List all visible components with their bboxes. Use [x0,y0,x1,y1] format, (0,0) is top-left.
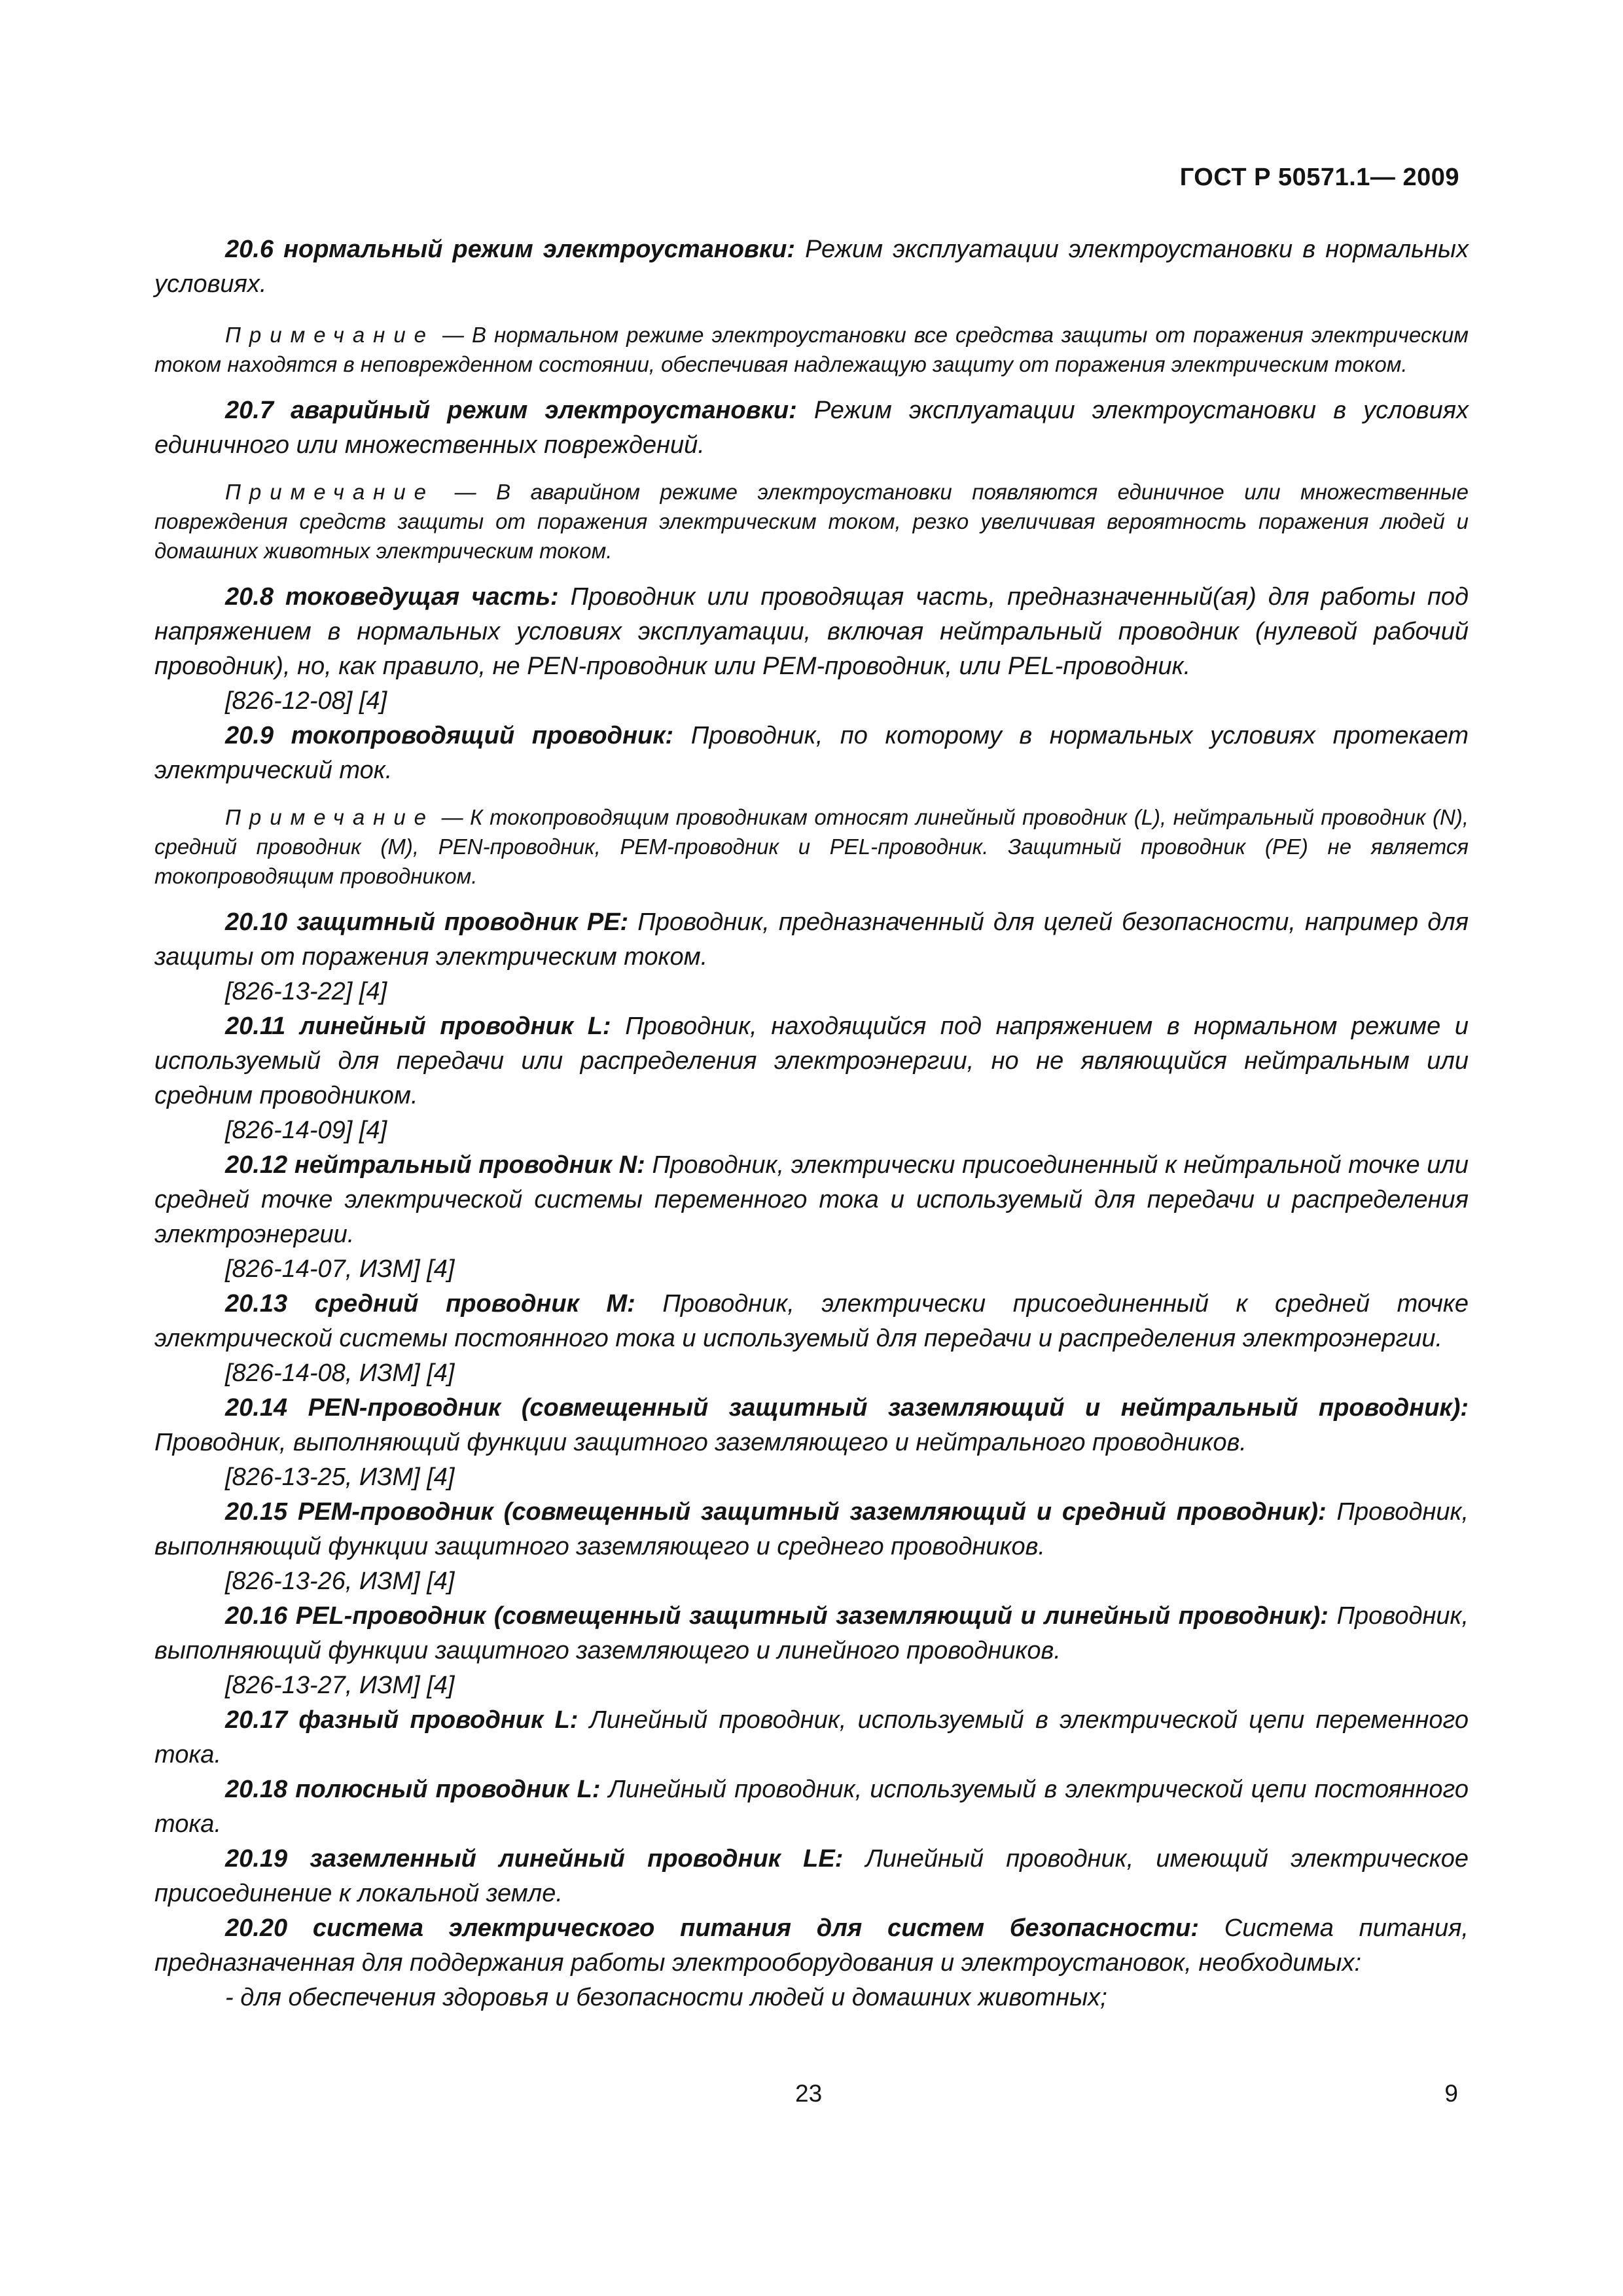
entry-20-6: 20.6 нормальный режим электроустановки: Режим эксплуатации электроустановки в нормальных условиях. [154,236,1469,298]
entry-20-18: 20.18 полюсный проводник L: Линейный проводник, используемый в электрической цепи постоянного тока. [154,1776,1469,1838]
document-body [154,232,1469,2015]
ref-20-10: [826-13-22] [4] [225,978,387,1005]
ref-20-11: [826-14-09] [4] [225,1117,387,1144]
note-20-7: Примечание — В аварийном режиме электроустановки появляются единичное или множественные повреждения средств защиты от поражения электрическим током, резко увеличивая вероятность поражения людей и домашних животных электрическим током. [154,480,1469,563]
entry-20-9: 20.9 токопроводящий проводник: Проводник, по которому в нормальных условиях протекает электрический ток. [154,722,1469,784]
note-20-6: Примечание — В нормальном режиме электроустановки все средства защиты от поражения электрическим током находятся в неповрежденном состоянии, обеспечивая надлежащую защиту от поражения электрическим током. [154,323,1469,376]
sheet-number: 9 [1444,2080,1458,2107]
ref-20-16: [826-13-27, ИЗМ] [4] [225,1672,455,1699]
entry-20-16: 20.16 PEL-проводник (совмещенный защитный заземляющий и линейный проводник): Проводник, выполняющий функции защитного заземляющего и линейного проводников. [154,1602,1469,1664]
ref-20-15: [826-13-26, ИЗМ] [4] [225,1568,455,1595]
ref-20-14: [826-13-25, ИЗМ] [4] [225,1463,455,1491]
ref-20-12: [826-14-07, ИЗМ] [4] [225,1255,455,1283]
entry-20-14: 20.14 PEN-проводник (совмещенный защитный заземляющий и нейтральный проводник): Проводник, выполняющий функции защитного заземляющего и нейтрального проводников. [154,1394,1469,1456]
page-number: 23 [795,2080,823,2107]
entry-20-20: 20.20 система электрического питания для систем безопасности: Система питания, предназначенная для поддержания работы электрооборудования и электроустановок, необходимых: [154,1914,1469,1977]
entry-20-10: 20.10 защитный проводник PE: Проводник, предназначенный для целей безопасности, например для защиты от поражения электрическим током. [154,908,1469,971]
entry-20-17: 20.17 фазный проводник L: Линейный проводник, используемый в электрической цепи переменного тока. [154,1706,1469,1768]
entry-20-8: 20.8 токоведущая часть: Проводник или проводящая часть, предназначенный(ая) для работы под напряжением в нормальных условиях эксплуатации, включая нейтральный проводник (нулевой рабочий проводник), но, как правило, не PEN-проводник или PEM-проводник, или PEL-проводник. [154,583,1469,680]
bullet-item: - для обеспечения здоровья и безопасности людей и домашних животных; [225,1984,1107,2011]
entry-20-11: 20.11 линейный проводник L: Проводник, находящийся под напряжением в нормальном режиме и используемый для передачи или распределения электроэнергии, но не являющийся нейтральным или средним проводником. [154,1013,1469,1109]
entry-20-15: 20.15 PEM-проводник (совмещенный защитный заземляющий и средний проводник): Проводник, выполняющий функции защитного заземляющего и среднего проводников. [154,1498,1469,1560]
entry-20-7: 20.7 аварийный режим электроустановки: Режим эксплуатации электроустановки в условиях единичного или множественных повреждений. [154,397,1469,459]
note-20-9: Примечание — К токопроводящим проводникам относят линейный проводник (L), нейтральный проводник (N), средний проводник (M), PEN-проводник, PEM-проводник и PEL-проводник. Защитный проводник (PE) не является токопроводящим проводником. [154,805,1469,888]
entry-20-13: 20.13 средний проводник M: Проводник, электрически присоединенный к средней точке электрической системы постоянного тока и используемый для передачи и распределения электроэнергии. [154,1290,1469,1352]
ref-20-13: [826-14-08, ИЗМ] [4] [225,1359,455,1387]
ref-20-8: [826-12-08] [4] [225,687,387,715]
document-header: ГОСТ Р 50571.1— 2009 [1179,164,1459,191]
entry-20-12: 20.12 нейтральный проводник N: Проводник, электрически присоединенный к нейтральной точке или средней точке электрической системы переменного тока и используемый для передачи и распределения электроэнергии. [154,1151,1469,1248]
entry-20-19: 20.19 заземленный линейный проводник LE: Линейный проводник, имеющий электрическое присоединение к локальной земле. [154,1845,1469,1907]
